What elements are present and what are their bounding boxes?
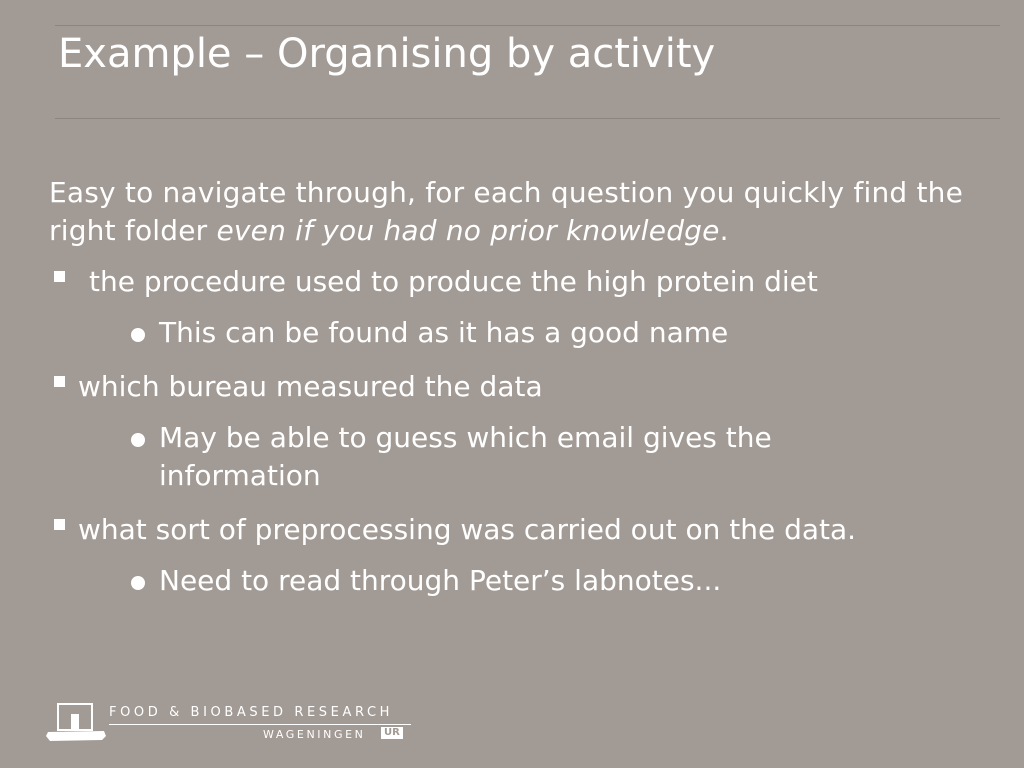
building-logo-icon (46, 700, 108, 746)
sub-bullet-item (131, 314, 989, 352)
logo-divider (109, 724, 411, 725)
sub-bullet-text: This can be found as it has a good name (159, 316, 729, 349)
bullet-text: which bureau measured the data (78, 370, 543, 403)
wageningen-logo (46, 700, 416, 746)
bullet-text: what sort of preprocessing was carried out on the data. (78, 513, 857, 546)
intro-text: Easy to navigate through, for each question you quickly find the right folder (49, 176, 964, 247)
slide-body (49, 174, 989, 600)
top-rule (55, 25, 1000, 26)
round-bullet-icon (131, 328, 145, 342)
logo-name: FOOD & BIOBASED RESEARCH (109, 705, 394, 720)
bullet-text: the procedure used to produce the high protein diet (89, 265, 818, 298)
title-rule (55, 118, 1000, 119)
square-bullet-icon (54, 376, 65, 387)
slide-title: Example – Organising by activity (58, 31, 716, 77)
intro-paragraph (49, 174, 989, 250)
intro-end: . (719, 214, 729, 247)
bullet-item (49, 263, 989, 301)
sub-bullet-text: Need to read through Peter’s labnotes... (159, 564, 722, 597)
round-bullet-icon (131, 433, 145, 447)
sub-bullet-text: May be able to guess which email gives the information (159, 421, 772, 492)
square-bullet-icon (54, 519, 65, 530)
logo-org-suffix: UR (381, 727, 403, 739)
bullet-item (49, 511, 989, 549)
bullet-item (49, 368, 989, 406)
round-bullet-icon (131, 576, 145, 590)
intro-emphasis: even if you had no prior knowledge (216, 214, 720, 247)
sub-bullet-item (131, 419, 989, 495)
sub-bullet-item (131, 562, 989, 600)
square-bullet-icon (54, 271, 65, 282)
logo-org: WAGENINGEN (263, 728, 366, 741)
